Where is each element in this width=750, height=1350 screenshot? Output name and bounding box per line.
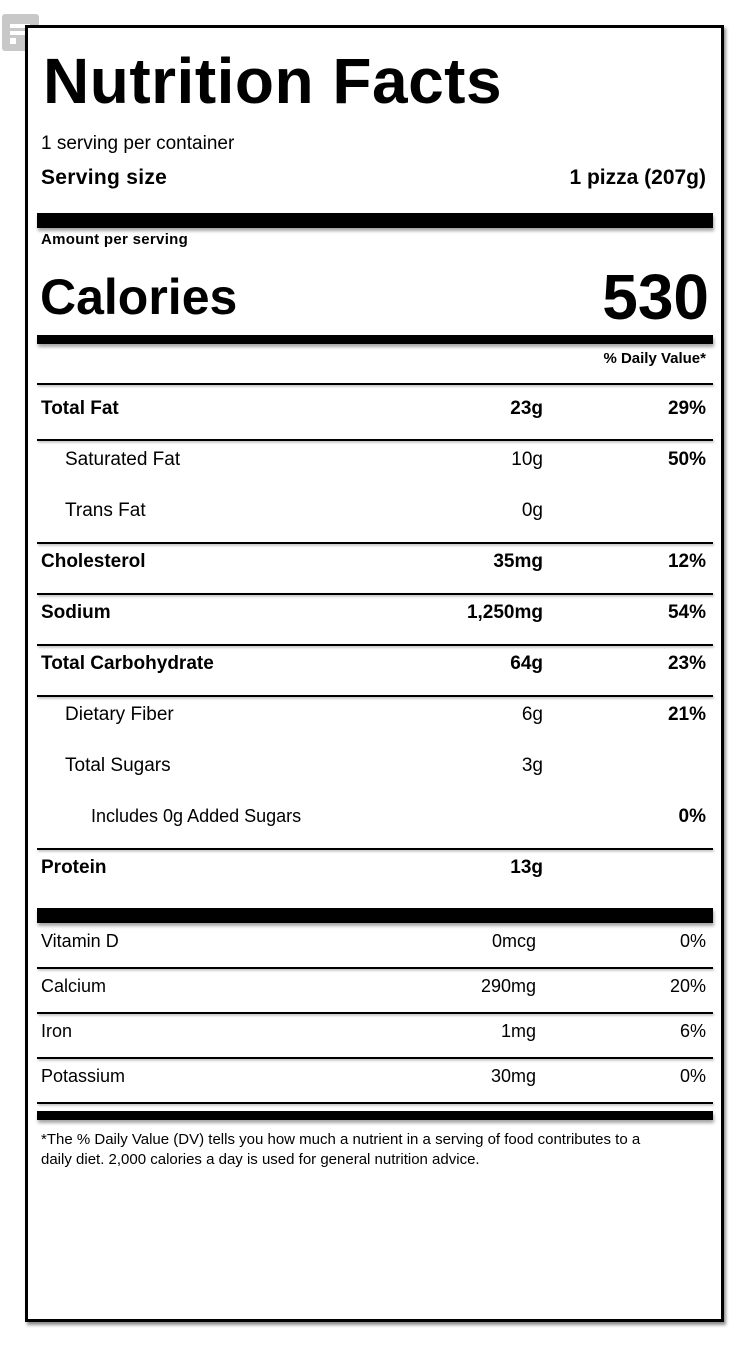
vitamin-dv: 20% (669, 976, 706, 996)
nutrient-name: Total Sugars (65, 755, 171, 776)
vitamin-dv: 0% (679, 1066, 706, 1086)
divider (37, 439, 713, 441)
nutrient-dv: 12% (667, 551, 706, 572)
nutrient-amount: 3g (521, 755, 543, 776)
nutrient-amount: 10g (511, 449, 543, 470)
vitamin-amount: 1mg (500, 1021, 536, 1041)
vitamin-dv: 0% (679, 931, 706, 951)
servings-per-container: 1 serving per container (41, 133, 235, 154)
nutrient-amount: 1,250mg (466, 602, 543, 623)
label-title: Nutrition Facts (43, 45, 503, 117)
nutrient-amount: 0g (521, 500, 543, 521)
divider (37, 695, 713, 697)
nutrition-facts-label (25, 25, 724, 1322)
vitamin-name: Iron (41, 1021, 73, 1041)
nutrient-dv: 50% (667, 449, 706, 470)
divider (37, 967, 713, 969)
vitamin-name: Potassium (41, 1066, 126, 1086)
nutrient-dv: 54% (667, 602, 706, 623)
nutrient-dv: 23% (667, 653, 706, 674)
nutrient-name: Protein (41, 857, 107, 878)
divider (37, 644, 713, 646)
footnote: *The % Daily Value (DV) tells you how much a nutrient in a serving of food contributes to a daily diet. 2,000 calories a day is used for general nutrition advice. (41, 1131, 641, 1168)
divider (37, 542, 713, 544)
thick-divider (37, 908, 713, 923)
divider (37, 593, 713, 595)
nutrient-dv: 29% (667, 398, 706, 419)
divider (37, 383, 713, 385)
nutrient-name: Sodium (41, 602, 111, 623)
nutrient-name: Saturated Fat (65, 449, 181, 470)
nutrient-amount: 23g (510, 398, 543, 419)
vitamin-amount: 290mg (480, 976, 536, 996)
serving-size-value: 1 pizza (207g) (569, 166, 706, 189)
nutrient-dv: 0% (678, 806, 706, 827)
nutrient-amount: 6g (521, 704, 543, 725)
vitamin-dv: 6% (679, 1021, 706, 1041)
serving-size-label: Serving size (41, 166, 168, 189)
nutrient-name: Dietary Fiber (65, 704, 174, 725)
divider (37, 1102, 713, 1104)
nutrient-name: Cholesterol (41, 551, 146, 572)
vitamin-amount: 0mcg (491, 931, 536, 951)
nutrient-amount: 35mg (493, 551, 543, 572)
vitamin-amount: 30mg (490, 1066, 536, 1086)
nutrient-name: Trans Fat (65, 500, 146, 521)
nutrient-dv: 21% (667, 704, 706, 725)
calories-label: Calories (40, 269, 238, 325)
divider (37, 1012, 713, 1014)
thick-divider (37, 213, 713, 228)
amount-per-serving: Amount per serving (41, 231, 189, 248)
nutrient-name: Total Fat (41, 398, 119, 419)
divider (37, 1057, 713, 1059)
nutrient-amount: 13g (510, 857, 543, 878)
nutrient-name: Total Carbohydrate (41, 653, 214, 674)
divider (37, 848, 713, 850)
medium-divider (37, 335, 713, 344)
calories-value: 530 (602, 261, 709, 333)
vitamin-name: Calcium (41, 976, 107, 996)
nutrient-amount: 64g (510, 653, 543, 674)
vitamin-name: Vitamin D (41, 931, 119, 951)
nutrient-name: Includes 0g Added Sugars (91, 806, 302, 826)
daily-value-header: % Daily Value* (603, 350, 706, 367)
medium-divider (37, 1111, 713, 1120)
